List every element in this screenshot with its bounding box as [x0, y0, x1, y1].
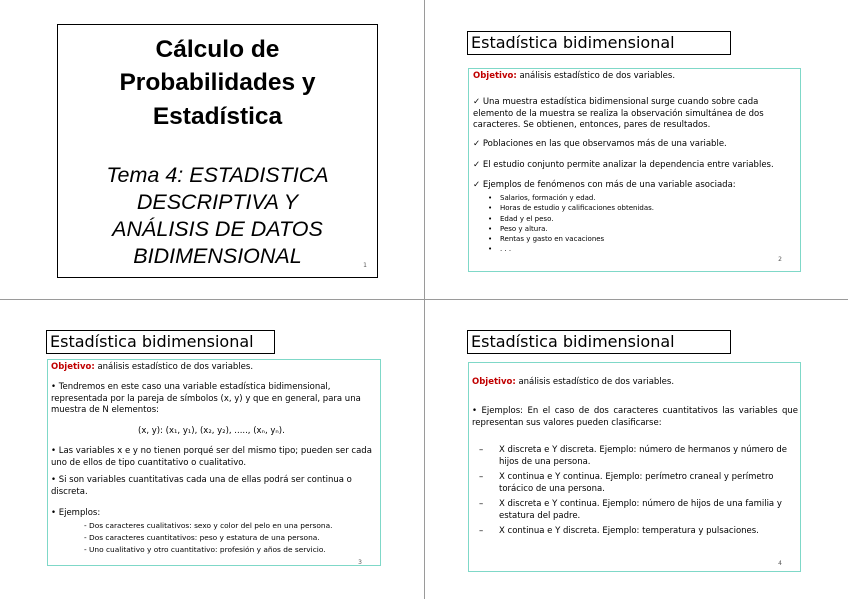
- objective-label: Objetivo:: [472, 377, 516, 387]
- content-box: [468, 68, 801, 272]
- objective-line: [51, 362, 253, 374]
- examples-list: [84, 520, 374, 555]
- cover-title-line-1: Cálculo de: [155, 36, 280, 63]
- slide-3: [0, 300, 424, 599]
- check-item-1: ✓ Una muestra estadística bidimensional surge cuando sobre cada elemento de la muestra se realiza la observación simultánea de dos caracteres. Se obtienen, entonces, pares de resultados.: [473, 97, 764, 130]
- page-number: 4: [778, 559, 782, 567]
- list-item: • Edad y el peso.: [486, 214, 786, 224]
- check-item-3: ✓ El estudio conjunto permite analizar la dependencia entre variables.: [473, 160, 774, 170]
- list-item: - Dos caracteres cuantitativos: peso y estatura de una persona.: [84, 532, 320, 542]
- slide-heading: Estadística bidimensional: [467, 31, 731, 55]
- list-item-text: X continua e Y continua. Ejemplo: perímetro craneal y perímetro torácico de una persona.: [499, 472, 774, 494]
- paragraph-intro: • Ejemplos: En el caso de dos caracteres cuantitativos las variables que representan sus valores pueden clasificarse:: [472, 406, 798, 428]
- slide-4: [424, 300, 848, 599]
- cover-subtitle-line-4: BIDIMENSIONAL: [133, 244, 302, 268]
- objective-line: [473, 71, 675, 83]
- cover-box: [57, 24, 378, 278]
- objective-line: [472, 377, 674, 389]
- list-item: • Peso y altura.: [486, 224, 786, 234]
- objective-text: análisis estadístico de dos variables.: [94, 362, 254, 372]
- list-item: • Rentas y gasto en vacaciones: [486, 234, 786, 244]
- list-item: • . . .: [486, 244, 786, 254]
- paragraph-types: • Las variables x e y no tienen porqué ser del mismo tipo; pueden ser cada uno de ellos de tipo cuantitativo o cualitativo.: [51, 446, 372, 468]
- objective-label: Objetivo:: [51, 362, 95, 372]
- list-item: - Uno cualitativo y otro cuantitativo: profesión y años de servicio.: [84, 544, 326, 554]
- list-item-text: X discreta e Y continua. Ejemplo: número de hijos de una familia y estatura del padre.: [499, 499, 782, 521]
- page-number: 2: [778, 255, 782, 263]
- objective-text: análisis estadístico de dos variables.: [516, 71, 676, 81]
- list-item: – X continua e Y continua. Ejemplo: perímetro craneal y perímetro torácico de una persona.: [479, 472, 774, 494]
- examples-list: [486, 193, 786, 255]
- list-item: – X discreta e Y discreta. Ejemplo: número de hermanos y número de hijos de una persona.: [479, 445, 787, 467]
- list-item: – X continua e Y discreta. Ejemplo: temperatura y pulsaciones.: [479, 526, 759, 536]
- paragraph-examples: • Ejemplos:: [51, 508, 101, 518]
- cover-subtitle-line-2: DESCRIPTIVA Y: [136, 190, 299, 214]
- check-item-2: ✓ Poblaciones en las que observamos más de una variable.: [473, 139, 727, 149]
- slide-1: [0, 0, 424, 299]
- list-item-text: X continua e Y discreta. Ejemplo: temperatura y pulsaciones.: [499, 526, 759, 536]
- objective-text: análisis estadístico de dos variables.: [515, 377, 675, 387]
- slide-2: [424, 0, 848, 299]
- page-number: 3: [358, 558, 362, 566]
- check-item-4: ✓ Ejemplos de fenómenos con más de una variable asociada:: [473, 180, 736, 190]
- list-item-text: X discreta e Y discreta. Ejemplo: número de hermanos y número de hijos de una persona.: [499, 445, 787, 467]
- cover-title-line-3: Estadística: [152, 103, 283, 130]
- slide-heading: Estadística bidimensional: [46, 330, 275, 354]
- objective-label: Objetivo:: [473, 71, 517, 81]
- page-number: 1: [363, 262, 367, 269]
- paragraph-intro: • Tendremos en este caso una variable estadística bidimensional, representada por la pareja de símbolos (x, y) y que en general, para una muestra de N elementos:: [51, 382, 361, 415]
- list-item: • Horas de estudio y calificaciones obtenidas.: [486, 203, 786, 213]
- list-item: • Salarios, formación y edad.: [486, 193, 786, 203]
- cover-subtitle-line-3: ANÁLISIS DE DATOS: [112, 217, 323, 241]
- list-item: - Dos caracteres cualitativos: sexo y color del pelo en una persona.: [84, 521, 333, 530]
- content-box: [47, 359, 381, 566]
- cover-title-line-2: Probabilidades y: [119, 69, 316, 96]
- slide-heading: Estadística bidimensional: [467, 330, 731, 354]
- classification-list: [469, 445, 795, 538]
- cover-subtitle-line-1: Tema 4: ESTADISTICA: [106, 163, 329, 187]
- list-item: – X discreta e Y continua. Ejemplo: número de hijos de una familia y estatura del padre.: [479, 499, 782, 521]
- content-box: [468, 362, 801, 572]
- paragraph-continuous: • Si son variables cuantitativas cada una de ellas podrá ser continua o discreta.: [51, 475, 352, 497]
- formula: (x, y): (x₁, y₁), (x₂, y₂), ....., (xₙ, yₙ).: [138, 426, 285, 436]
